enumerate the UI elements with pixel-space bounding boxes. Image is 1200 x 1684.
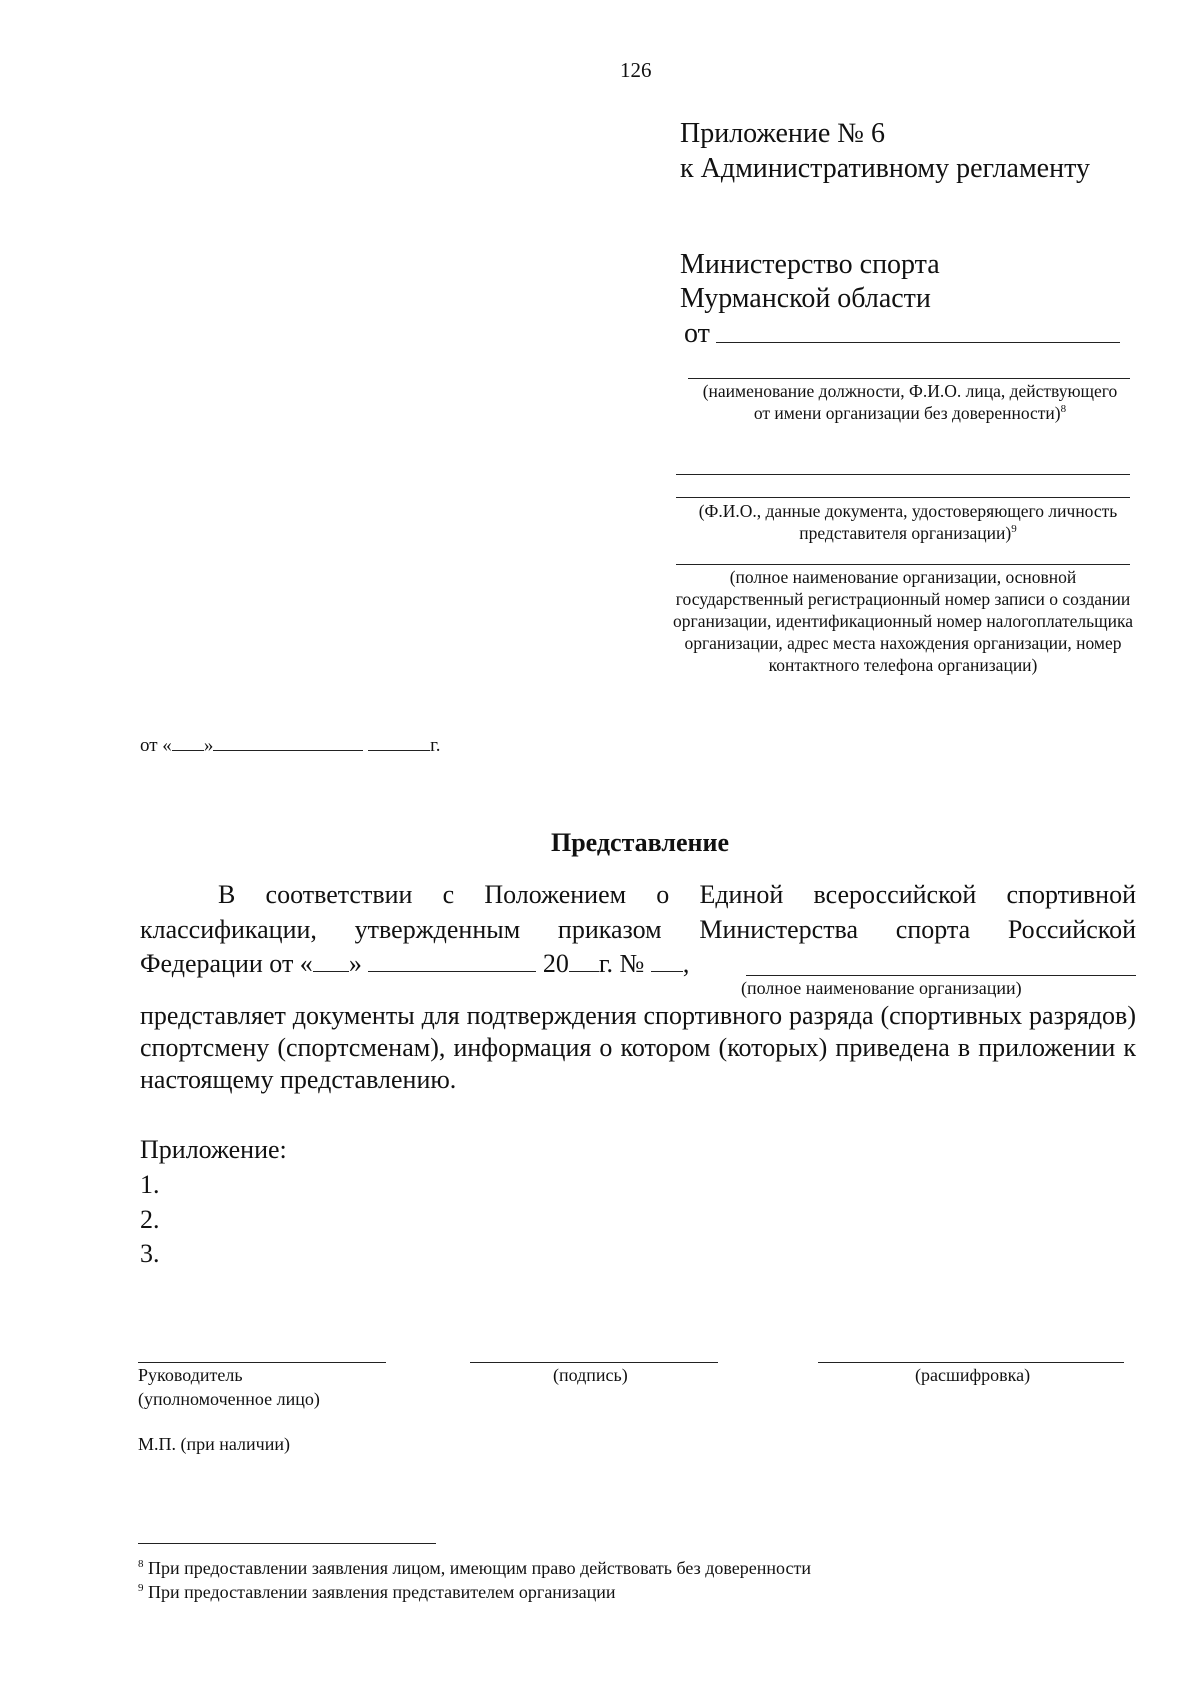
annex-line: Приложение № 6 — [680, 118, 885, 149]
position-caption-block — [700, 380, 1120, 424]
attachments-label: Приложение: — [140, 1135, 287, 1164]
position-caption: (наименование должности, Ф.И.О. лица, действующего от имени организации без доверенности) — [702, 381, 1118, 423]
decree-number-blank — [651, 971, 683, 972]
organization-caption: (полное наименование организации, основной государственный регистрационный номер записи о создании организации, идентификационный номер налогоплательщика организации, адрес места нахождения организации, номер контактного телефона организации) — [673, 567, 1133, 675]
position-line — [688, 378, 1130, 379]
decoding-label: (расшифровка) — [915, 1365, 1031, 1385]
page-number: 126 — [620, 58, 652, 82]
footnote-8 — [138, 1557, 811, 1579]
head-label-1: Руководитель — [138, 1365, 243, 1385]
date-suffix: г. — [430, 735, 441, 756]
org-name-caption: (полное наименование организации) — [741, 978, 1022, 998]
paragraph-line-1: В соответствии с Положением о Единой всероссийской спортивной — [218, 880, 1136, 909]
footnote-9-text: При предоставлении заявления представителем организации — [148, 1582, 616, 1602]
decoding-line — [818, 1362, 1124, 1363]
footnote-9 — [138, 1581, 616, 1603]
month-blank — [213, 750, 363, 751]
paragraph-line-3 — [140, 948, 689, 980]
date-prefix: от « — [140, 735, 172, 756]
organization-name-line — [746, 975, 1136, 976]
representative-line-2 — [676, 497, 1130, 498]
para3-a: Федерации от « — [140, 949, 313, 978]
seal-label: М.П. (при наличии) — [138, 1434, 290, 1454]
organization-line — [676, 564, 1130, 565]
attachment-item-2: 2. — [140, 1205, 160, 1234]
paragraph-line-2: классификации, утвержденным приказом Министерства спорта Российской — [140, 915, 1136, 944]
para3-d: г. № — [598, 949, 645, 978]
from-name-line — [716, 342, 1120, 343]
ministry-line-2: Мурманской области — [680, 283, 931, 314]
head-label-2: (уполномоченное лицо) — [138, 1389, 320, 1409]
decree-day-blank — [313, 971, 349, 972]
para3-e: , — [682, 949, 690, 978]
footnote-separator — [138, 1543, 436, 1544]
day-blank — [172, 750, 204, 751]
from-label: от — [684, 318, 710, 349]
annex-to: к Административному регламенту — [680, 153, 1090, 184]
footnote-8-text: При предоставлении заявления лицом, имеющим право действовать без доверенности — [148, 1558, 811, 1578]
footnote-9-mark: 9 — [138, 1582, 144, 1594]
representative-line-1 — [676, 474, 1130, 475]
date-quote-close: » — [203, 735, 214, 756]
document-title: Представление — [551, 828, 729, 857]
decree-month-blank — [368, 971, 536, 972]
representative-footnote-mark: 9 — [1011, 523, 1017, 536]
position-footnote-mark: 8 — [1060, 403, 1067, 416]
representative-caption-block — [688, 500, 1128, 544]
date-line — [140, 734, 440, 758]
attachment-item-3: 3. — [140, 1239, 160, 1268]
attachment-item-1: 1. — [140, 1170, 160, 1199]
para3-b: » — [348, 949, 362, 978]
year-blank — [368, 750, 430, 751]
signature-label: (подпись) — [553, 1365, 628, 1385]
decree-year-blank — [569, 971, 599, 972]
footnote-8-mark: 8 — [138, 1558, 144, 1570]
representative-caption: (Ф.И.О., данные документа, удостоверяющего личность представителя организации) — [698, 501, 1118, 543]
para3-c: 20 — [542, 949, 569, 978]
ministry-line-1: Министерство спорта — [680, 249, 940, 280]
head-line — [138, 1362, 386, 1363]
signature-line — [470, 1362, 718, 1363]
paragraph-2: представляет документы для подтверждения спортивного разряда (спортивных разрядов) спортсмену (спортсменам), информация о котором (которых) приведена в приложении к настоящему представлению. — [140, 1001, 1136, 1094]
